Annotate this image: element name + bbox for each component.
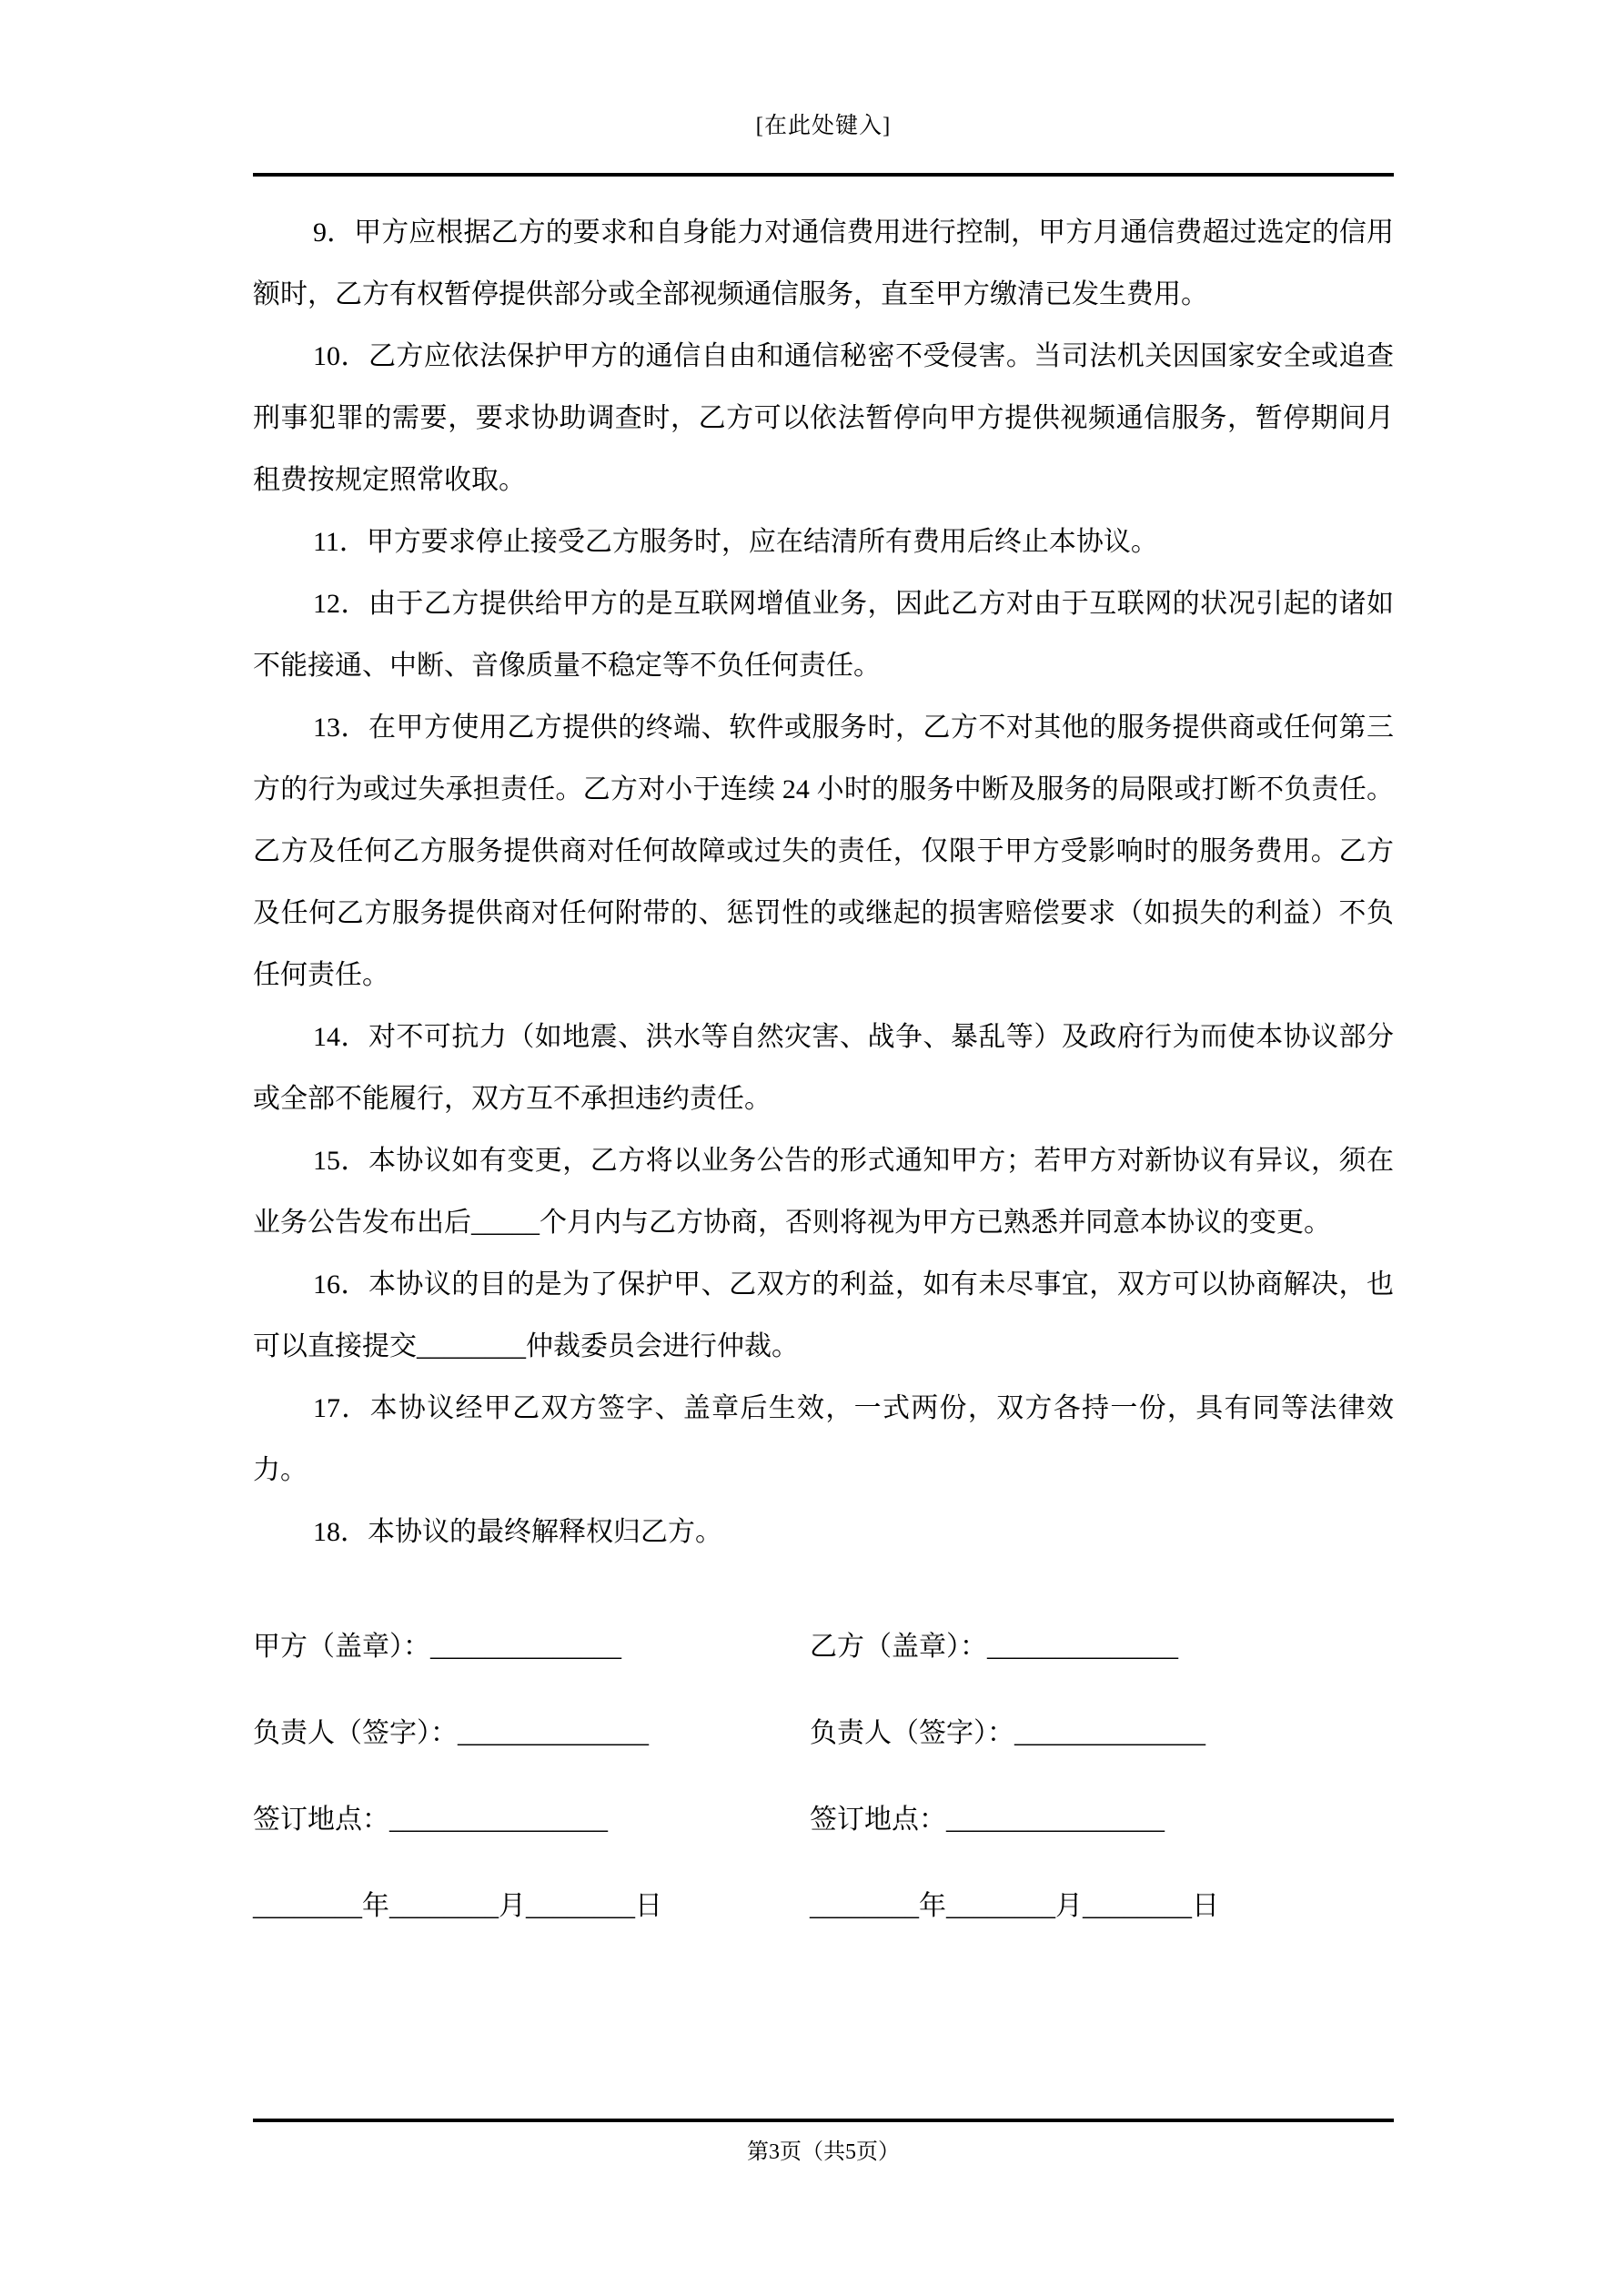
- party-a-date-line: ________年________月________日: [253, 1891, 662, 1921]
- signature-section: [253, 1616, 1394, 1937]
- signature-row-signer: [253, 1703, 1394, 1765]
- paragraph-18: 18．本协议的最终解释权归乙方。: [313, 1517, 722, 1547]
- party-b-place-line: 签订地点：________________: [810, 1805, 1165, 1835]
- paragraph-10: 10．乙方应依法保护甲方的通信自由和通信秘密不受侵害。当司法机关因国家安全或追查刑事犯罪的需要，要求协助调查时，乙方可以依法暂停向甲方提供视频通信服务，暂停期间月租费按规定照常收取。: [253, 341, 1394, 495]
- footer-rule: [253, 2119, 1394, 2122]
- signature-row-date: [253, 1876, 1394, 1937]
- signature-row-seal: [253, 1616, 1394, 1678]
- party-a-seal-line: 甲方（盖章）：______________: [253, 1632, 621, 1662]
- paragraph-9: 9．甲方应根据乙方的要求和自身能力对通信费用进行控制，甲方月通信费超过选定的信用额时，乙方有权暂停提供部分或全部视频通信服务，直至甲方缴清已发生费用。: [253, 217, 1394, 309]
- document-body: [253, 202, 1394, 1962]
- party-b-signer-line: 负责人（签字）：______________: [810, 1718, 1205, 1748]
- party-a-place-line: 签订地点：________________: [253, 1805, 608, 1835]
- party-a-signer-line: 负责人（签字）：______________: [253, 1718, 649, 1748]
- paragraph-16: 16．本协议的目的是为了保护甲、乙双方的利益，如有未尽事宜，双方可以协商解决，也可以直接提交________仲裁委员会进行仲裁。: [253, 1269, 1394, 1361]
- page-number: 第3页（共5页）: [747, 2140, 900, 2164]
- paragraph-15: 15．本协议如有变更，乙方将以业务公告的形式通知甲方；若甲方对新协议有异议，须在业务公告发布出后_____个月内与乙方协商，否则将视为甲方已熟悉并同意本协议的变更。: [253, 1146, 1394, 1238]
- paragraph-12: 12．由于乙方提供给甲方的是互联网增值业务，因此乙方对由于互联网的状况引起的诸如不能接通、中断、音像质量不稳定等不负任何责任。: [253, 589, 1394, 681]
- signature-row-place: [253, 1789, 1394, 1851]
- paragraph-11: 11．甲方要求停止接受乙方服务时，应在结清所有费用后终止本协议。: [313, 527, 1158, 557]
- paragraph-13: 13．在甲方使用乙方提供的终端、软件或服务时，乙方不对其他的服务提供商或任何第三方的行为或过失承担责任。乙方对小于连续 24 小时的服务中断及服务的局限或打断不负责任。乙方及任何乙方服务提供商对任何故障或过失的责任，仅限于甲方受影响时的服务费用。乙方及任何乙方服务提供商对任何附带的、惩罚性的或继起的损害赔偿要求（如损失的利益）不负任何责任。: [253, 713, 1394, 990]
- party-b-seal-line: 乙方（盖章）：______________: [810, 1632, 1178, 1662]
- header-rule: [253, 173, 1394, 177]
- party-b-date-line: ________年________月________日: [810, 1891, 1219, 1921]
- page-header-placeholder: [在此处键入]: [755, 114, 892, 138]
- paragraph-14: 14．对不可抗力（如地震、洪水等自然灾害、战争、暴乱等）及政府行为而使本协议部分或全部不能履行，双方互不承担违约责任。: [253, 1022, 1394, 1114]
- paragraph-17: 17．本协议经甲乙双方签字、盖章后生效，一式两份，双方各持一份，具有同等法律效力。: [253, 1393, 1394, 1485]
